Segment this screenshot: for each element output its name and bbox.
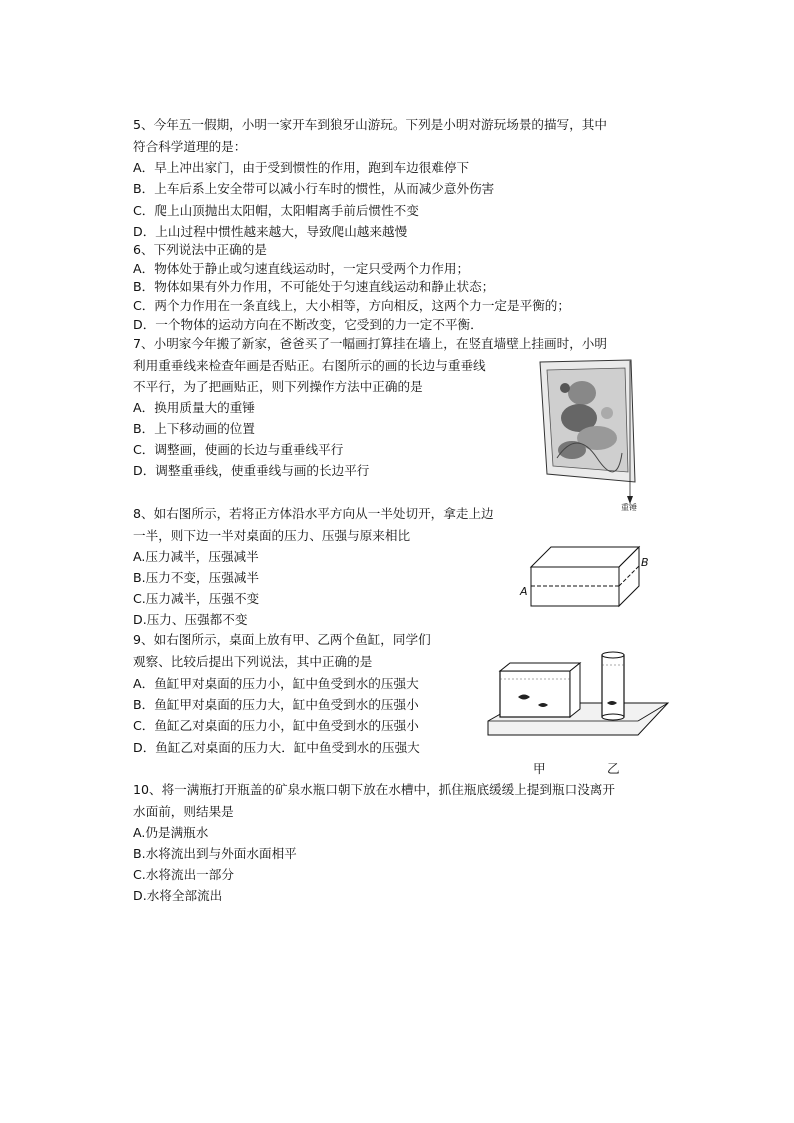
box-illustration [515,540,655,610]
q10-stem-line-1: 10、将一满瓶打开瓶盖的矿泉水瓶口朝下放在水槽中，抓住瓶底缓缓上提到瓶口没离开 [133,782,615,797]
q10-option-b: B.水将流出到与外面水面相平 [133,846,297,861]
fish-tanks-figure [480,645,670,780]
tank-label-yi: 乙 [607,761,620,776]
q7-stem-line-2: 利用重垂线来检查年画是否贴正。右图所示的画的长边与重垂线 [133,358,486,373]
q9-option-c: C．鱼缸乙对桌面的压力小，缸中鱼受到水的压强小 [133,718,419,733]
box-figure [515,540,655,610]
q7-option-c: C．调整画，使画的长边与重垂线平行 [133,442,344,457]
q9-option-d: D．鱼缸乙对桌面的压力大．缸中鱼受到水的压强大 [133,740,420,755]
q10-option-c: C.水将流出一部分 [133,867,234,882]
plumb-weight-label: 重锤 [621,503,637,512]
fish-tanks-illustration [480,645,670,745]
painting-figure [537,358,647,518]
q7-option-d: D．调整重垂线，使重垂线与画的长边平行 [133,463,370,478]
q10-option-a: A.仍是满瓶水 [133,825,209,840]
q5-stem-line-1: 5、今年五一假期，小明一家开车到狼牙山游玩。下列是小明对游玩场景的描写，其中 [133,117,607,132]
q5-option-c: C．爬上山顶抛出太阳帽，太阳帽离手前后惯性不变 [133,203,419,218]
painting-illustration [537,358,647,518]
tank-label-jia: 甲 [533,761,546,776]
q6-option-b: B．物体如果有外力作用，不可能处于匀速直线运动和静止状态； [133,279,495,294]
q8-stem-line-2: 一半，则下边一半对桌面的压力、压强与原来相比 [133,528,411,543]
box-label-b: B [641,556,649,569]
q10-stem-line-2: 水面前，则结果是 [133,804,234,819]
q10-option-d: D.水将全部流出 [133,888,223,903]
q8-option-c: C.压力减半，压强不变 [133,591,260,606]
q6-option-a: A．物体处于静止或匀速直线运动时，一定只受两个力作用； [133,261,470,276]
q5-option-a: A．早上冲出家门，由于受到惯性的作用，跑到车边很难停下 [133,160,470,175]
q7-option-b: B．上下移动画的位置 [133,421,255,436]
q5-stem-line-2: 符合科学道理的是： [133,139,247,154]
q6-stem-line-1: 6、下列说法中正确的是 [133,242,267,257]
q8-stem-line-1: 8、如右图所示，若将正方体沿水平方向从一半处切开，拿走上边 [133,506,494,521]
box-label-a: A [520,585,528,598]
q8-option-d: D.压力、压强都不变 [133,612,248,627]
q7-stem-line-1: 7、小明家今年搬了新家，爸爸买了一幅画打算挂在墙上，在竖直墙壁上挂画时，小明 [133,336,607,351]
q6-option-c: C．两个力作用在一条直线上，大小相等，方向相反，这两个力一定是平衡的； [133,298,570,313]
q6-option-d: D．一个物体的运动方向在不断改变，它受到的力一定不平衡． [133,317,483,332]
q8-option-a: A.压力减半，压强减半 [133,549,259,564]
q9-option-b: B．鱼缸甲对桌面的压力大，缸中鱼受到水的压强小 [133,697,419,712]
q7-option-a: A．换用质量大的重锤 [133,400,255,415]
q5-option-d: D．上山过程中惯性越来越大，导致爬山越来越慢 [133,224,408,239]
q7-stem-line-3: 不平行，为了把画贴正，则下列操作方法中正确的是 [133,379,423,394]
q9-option-a: A．鱼缸甲对桌面的压力小，缸中鱼受到水的压强大 [133,676,419,691]
q9-stem-line-2: 观察、比较后提出下列说法，其中正确的是 [133,654,373,669]
q9-stem-line-1: 9、如右图所示，桌面上放有甲、乙两个鱼缸，同学们 [133,632,431,647]
q5-option-b: B．上车后系上安全带可以减小行车时的惯性，从而减少意外伤害 [133,181,495,196]
q8-option-b: B.压力不变，压强减半 [133,570,259,585]
